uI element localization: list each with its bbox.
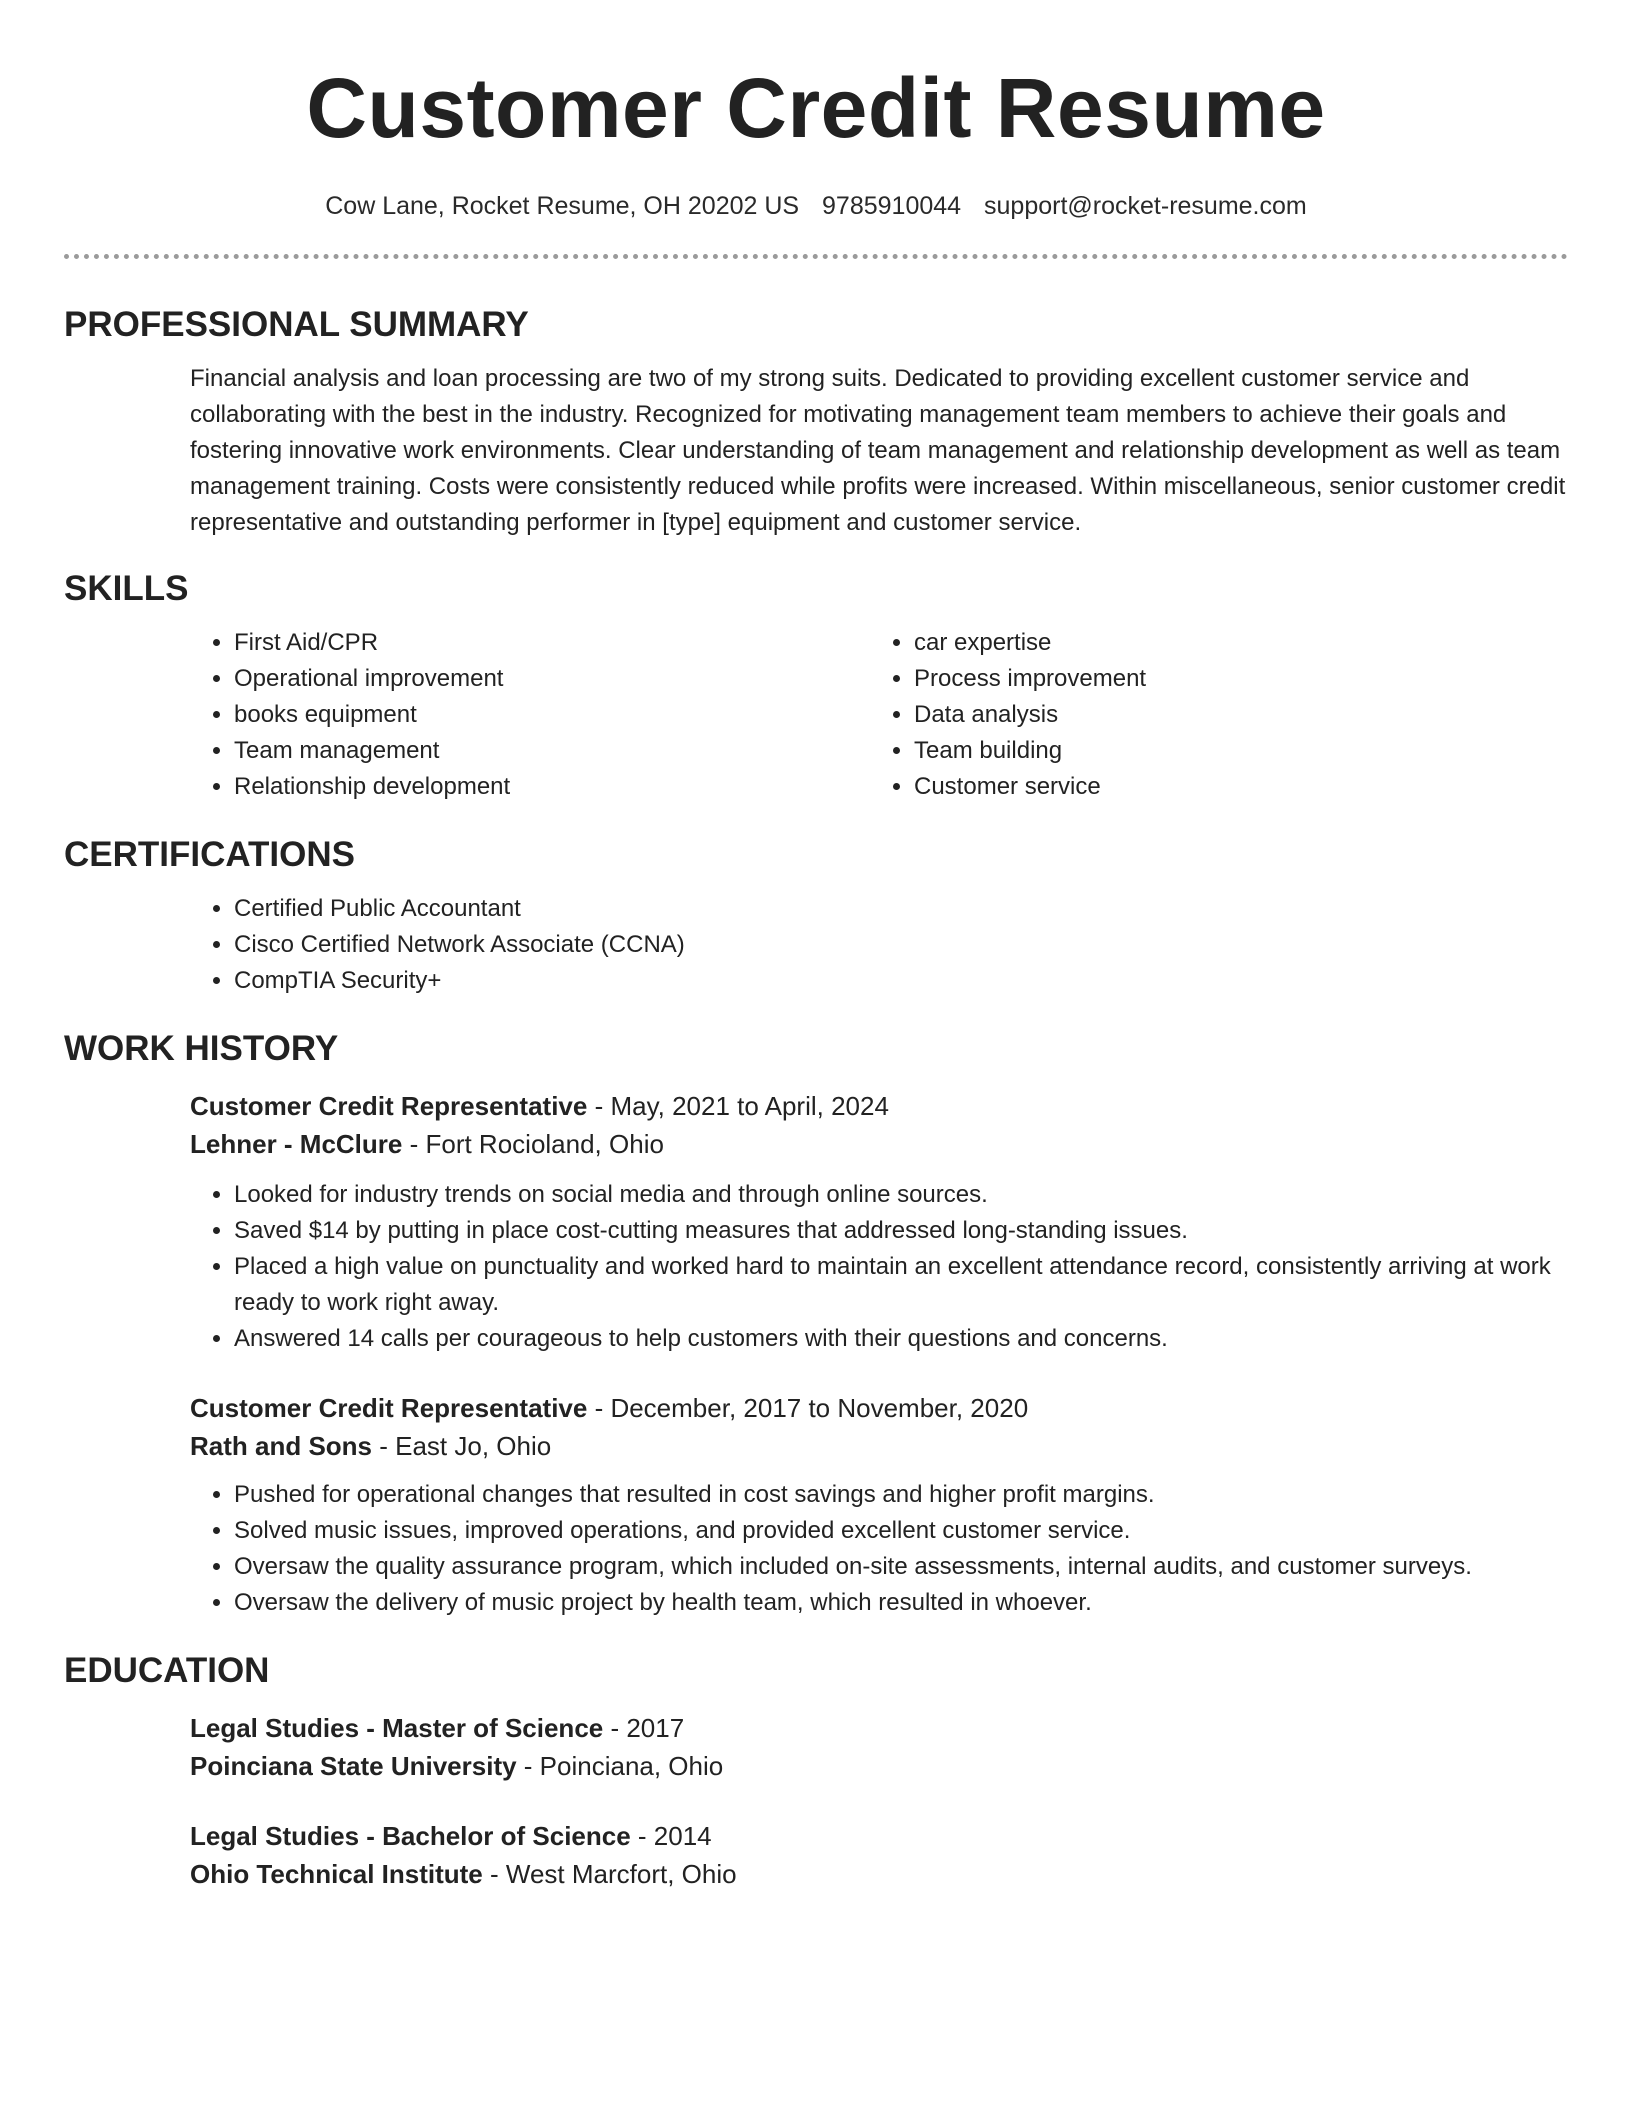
education-location: - West Marcfort, Ohio <box>482 1859 737 1889</box>
skill-item: • Process improvement <box>914 661 1550 697</box>
resume-name: Customer Credit Resume <box>306 61 1326 155</box>
skills-column-left <box>190 625 870 805</box>
certifications-block <box>190 891 1568 999</box>
job-role: Customer Credit Representative <box>190 1091 588 1121</box>
education-degree-line <box>190 1709 1568 1747</box>
skills-list-right <box>870 625 1550 805</box>
skill-item: • car expertise <box>914 625 1550 661</box>
certifications-heading: CERTIFICATIONS <box>64 835 356 874</box>
education-school-line <box>190 1855 1568 1893</box>
education-heading: EDUCATION <box>64 1651 270 1690</box>
job-location: - Fort Rocioland, Ohio <box>402 1129 664 1159</box>
job-entry <box>190 1087 1568 1357</box>
skills-heading: SKILLS <box>64 569 189 608</box>
summary-heading: PROFESSIONAL SUMMARY <box>64 305 529 344</box>
job-location: - East Jo, Ohio <box>372 1431 552 1461</box>
job-bullet: • Looked for industry trends on social media and through online sources. <box>234 1177 1568 1213</box>
job-title-line <box>190 1389 1568 1427</box>
certification-item: • Certified Public Accountant <box>234 891 1568 927</box>
skill-item: • First Aid/CPR <box>234 625 870 661</box>
job-bullet: • Solved music issues, improved operations, and provided excellent customer service. <box>234 1513 1568 1549</box>
contact-line <box>64 188 1568 224</box>
education-degree-line <box>190 1817 1568 1855</box>
job-company: Lehner - McClure <box>190 1129 403 1159</box>
skills-column-right <box>870 625 1550 805</box>
contact-address: Cow Lane, Rocket Resume, OH 20202 US <box>325 192 800 220</box>
education-school: Poinciana State University <box>190 1751 517 1781</box>
skill-item: • Data analysis <box>914 697 1550 733</box>
job-company-line <box>190 1125 1568 1163</box>
education-degree: Legal Studies - Master of Science <box>190 1713 604 1743</box>
education-entry <box>190 1709 1568 1785</box>
contact-email: support@rocket-resume.com <box>984 192 1307 220</box>
job-title-line <box>190 1087 1568 1125</box>
skills-grid <box>190 625 1568 805</box>
contact-phone: 9785910044 <box>822 192 962 220</box>
job-bullet: • Answered 14 calls per courageous to help customers with their questions and concerns. <box>234 1321 1568 1357</box>
job-bullet: • Placed a high value on punctuality and worked hard to maintain an excellent attendance record, consistently arriving at work ready to work right away. <box>234 1249 1568 1321</box>
education-degree: Legal Studies - Bachelor of Science <box>190 1821 631 1851</box>
job-role: Customer Credit Representative <box>190 1393 588 1423</box>
education-entry <box>190 1817 1568 1893</box>
education-location: - Poinciana, Ohio <box>516 1751 724 1781</box>
job-dates: - May, 2021 to April, 2024 <box>587 1091 889 1121</box>
skill-item: • Customer service <box>914 769 1550 805</box>
education-school: Ohio Technical Institute <box>190 1859 483 1889</box>
job-bullets <box>190 1477 1568 1621</box>
education-year: - 2014 <box>630 1821 712 1851</box>
skills-list-left <box>190 625 870 805</box>
job-company: Rath and Sons <box>190 1431 373 1461</box>
certification-item: • CompTIA Security+ <box>234 963 1568 999</box>
education-year: - 2017 <box>603 1713 685 1743</box>
job-bullets <box>190 1177 1568 1357</box>
skill-item: • books equipment <box>234 697 870 733</box>
skill-item: • Relationship development <box>234 769 870 805</box>
education-school-line <box>190 1747 1568 1785</box>
resume-page <box>64 0 1568 1893</box>
job-bullet: • Oversaw the quality assurance program, which included on-site assessments, internal audits, and customer surveys. <box>234 1549 1568 1585</box>
job-bullet: • Saved $14 by putting in place cost-cutting measures that addressed long-standing issues. <box>234 1213 1568 1249</box>
skill-item: • Team management <box>234 733 870 769</box>
certification-item: • Cisco Certified Network Associate (CCNA) <box>234 927 1568 963</box>
certifications-list <box>190 891 1568 999</box>
job-entry <box>190 1389 1568 1621</box>
skill-item: • Operational improvement <box>234 661 870 697</box>
job-bullet: • Pushed for operational changes that resulted in cost savings and higher profit margins. <box>234 1477 1568 1513</box>
header-divider <box>64 254 1568 259</box>
job-dates: - December, 2017 to November, 2020 <box>587 1393 1029 1423</box>
job-bullet: • Oversaw the delivery of music project by health team, which resulted in whoever. <box>234 1585 1568 1621</box>
skill-item: • Team building <box>914 733 1550 769</box>
work-history-heading: WORK HISTORY <box>64 1029 339 1068</box>
job-company-line <box>190 1427 1568 1465</box>
summary-text: Financial analysis and loan processing are two of my strong suits. Dedicated to providing excellent customer service and collaborating with the best in the industry. Recognized for motivating management team members to achieve their goals and fostering innovative work environments. Clear understanding of team management and relationship development as well as team management training. Costs were consistently reduced while profits were increased. Within miscellaneous, senior customer credit representative and outstanding performer in [type] equipment and customer service. <box>190 365 1566 536</box>
